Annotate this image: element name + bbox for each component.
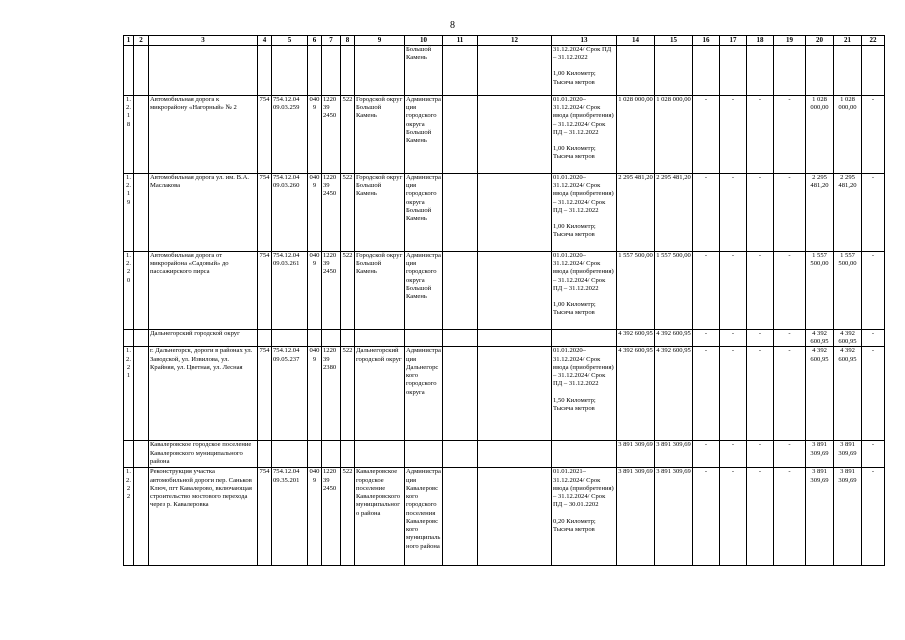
cell-col-14: 2 295 481,20 (617, 174, 655, 252)
cell-col-18: - (747, 252, 774, 330)
cell-col-7 (322, 46, 341, 96)
cell-col-17: - (720, 441, 747, 468)
header-row (124, 36, 885, 46)
cell-col-22: - (862, 441, 885, 468)
cell-col-17: - (720, 468, 747, 566)
cell-col-9: Городской округ Большой Камень (355, 174, 405, 252)
cell-col-15: 4 392 600,95 (655, 347, 693, 441)
cell-col-19: - (774, 96, 806, 174)
header-cell: 7 (322, 36, 341, 46)
header-cell: 10 (405, 36, 443, 46)
cell-col-15: 3 891 309,69 (655, 441, 693, 468)
cell-col-15 (655, 46, 693, 96)
cell-col-6: 0409 (308, 468, 322, 566)
cell-col-2 (134, 330, 149, 347)
cell-col-20 (806, 46, 834, 96)
cell-col-21: 4 392 600,95 (834, 347, 862, 441)
period-text: 01.01.2020–31.12.2024/ Срок ввода (приобретения) – 31.12.2024/ Срок ПД – 31.12.2022 (553, 347, 614, 388)
cell-col-7: 122039 2450 (322, 96, 341, 174)
cell-col-9 (355, 441, 405, 468)
cell-col-19: - (774, 347, 806, 441)
cell-col-6: 0409 (308, 252, 322, 330)
cell-col-9: Городской округ Большой Камень (355, 252, 405, 330)
cell-col-3: Реконструкция участка автомобильной дороги пер. Саньков Ключ, пгт Кавалерово, включающая строительство мостового перехода через р. Кавалеровка (149, 468, 258, 566)
cell-col-20: 3 891 309,69 (806, 468, 834, 566)
cell-col-21 (834, 46, 862, 96)
cell-col-16: - (693, 441, 720, 468)
cell-col-11 (443, 174, 478, 252)
cell-col-5: 754.12.04 09.03.261 (272, 252, 308, 330)
cell-col-2 (134, 96, 149, 174)
cell-col-11 (443, 96, 478, 174)
header-cell: 3 (149, 36, 258, 46)
cell-col-8 (341, 441, 355, 468)
cell-col-1 (124, 46, 134, 96)
cell-col-5: 754.12.04 09.03.259 (272, 96, 308, 174)
header-cell: 5 (272, 36, 308, 46)
header-cell: 6 (308, 36, 322, 46)
cell-col-2 (134, 174, 149, 252)
cell-col-12 (478, 174, 552, 252)
header-cell: 15 (655, 36, 693, 46)
cell-col-19: - (774, 468, 806, 566)
cell-col-1 (124, 441, 134, 468)
header-cell: 18 (747, 36, 774, 46)
header-cell: 13 (552, 36, 617, 46)
page-number: 8 (450, 20, 455, 31)
cell-col-20: 4 392 600,95 (806, 347, 834, 441)
cell-col-3 (149, 46, 258, 96)
cell-col-5: 754.12.04 09.03.260 (272, 174, 308, 252)
cell-col-7: 122039 2450 (322, 174, 341, 252)
header-cell: 20 (806, 36, 834, 46)
capacity-text: 1,00 Километр; Тысяча метров (553, 223, 596, 239)
cell-col-3: Автомобильная дорога к микрорайону «Нагорный» № 2 (149, 96, 258, 174)
cell-col-20: 3 891 309,69 (806, 441, 834, 468)
cell-col-8 (341, 46, 355, 96)
cell-col-15: 1 557 500,00 (655, 252, 693, 330)
header-cell: 21 (834, 36, 862, 46)
cell-col-19 (774, 46, 806, 96)
cell-col-1: 1.2.1 9 (124, 174, 134, 252)
cell-col-7 (322, 330, 341, 347)
cell-col-13 (552, 174, 617, 252)
cell-col-12 (478, 46, 552, 96)
cell-col-6 (308, 330, 322, 347)
cell-col-2 (134, 46, 149, 96)
cell-col-13 (552, 468, 617, 566)
cell-col-12 (478, 252, 552, 330)
cell-col-7: 122039 2380 (322, 347, 341, 441)
cell-col-17: - (720, 252, 747, 330)
period-text: 01.01.2020–31.12.2024/ Срок ввода (приобретения) – 31.12.2024/ Срок ПД – 31.12.2022 (553, 174, 614, 214)
cell-col-19: - (774, 174, 806, 252)
cell-col-20: 4 392 600,95 (806, 330, 834, 347)
cell-col-2 (134, 252, 149, 330)
table-row (124, 46, 885, 96)
cell-col-16: - (693, 174, 720, 252)
cell-col-15: 3 891 309,69 (655, 468, 693, 566)
capacity-text: 1,50 Километр; Тысяча метров (553, 396, 596, 412)
header-cell: 8 (341, 36, 355, 46)
cell-col-11 (443, 330, 478, 347)
capacity-text: 1,00 Километр; Тысяча метров (553, 145, 596, 161)
cell-col-19: - (774, 330, 806, 347)
cell-col-3: г. Дальнегорск, дороги в районах ул. Заводской, ул. Извилова, ул. Крайняя, ул. Цветная, ул. Лесная (149, 347, 258, 441)
period-text: 01.01.2020–31.12.2024/ Срок ввода (приобретения) – 31.12.2024/ Срок ПД – 31.12.2022 (553, 252, 614, 292)
cell-col-13 (552, 46, 617, 96)
cell-col-22 (862, 46, 885, 96)
header-cell: 19 (774, 36, 806, 46)
cell-col-11 (443, 46, 478, 96)
cell-col-4 (258, 441, 272, 468)
cell-col-22: - (862, 96, 885, 174)
header-cell: 1 (124, 36, 134, 46)
cell-col-21: 1 557 500,00 (834, 252, 862, 330)
cell-col-6: 0409 (308, 347, 322, 441)
table-row (124, 347, 885, 441)
period-text: 01.01.2020–31.12.2024/ Срок ввода (приобретения) – 31.12.2024/ Срок ПД – 31.12.2022 (553, 96, 614, 136)
cell-col-6 (308, 441, 322, 468)
cell-col-16: - (693, 252, 720, 330)
budget-table (123, 35, 885, 566)
cell-col-16: - (693, 330, 720, 347)
cell-col-16: - (693, 468, 720, 566)
cell-col-18 (747, 46, 774, 96)
cell-col-14: 3 891 309,69 (617, 468, 655, 566)
cell-col-10: Большой Камень (405, 46, 443, 96)
cell-col-10 (405, 441, 443, 468)
cell-col-4 (258, 46, 272, 96)
cell-col-12 (478, 347, 552, 441)
cell-col-12 (478, 96, 552, 174)
cell-col-21: 2 295 481,20 (834, 174, 862, 252)
cell-col-4: 754 (258, 347, 272, 441)
cell-col-20: 1 028 000,00 (806, 96, 834, 174)
cell-col-1: 1.2.1 8 (124, 96, 134, 174)
cell-col-19: - (774, 252, 806, 330)
header-cell: 4 (258, 36, 272, 46)
cell-col-5: 754.12.04 09.35.201 (272, 468, 308, 566)
cell-col-8 (341, 330, 355, 347)
cell-col-11 (443, 347, 478, 441)
cell-col-13 (552, 347, 617, 441)
cell-col-5 (272, 441, 308, 468)
cell-col-6: 0409 (308, 174, 322, 252)
cell-col-15: 4 392 600,95 (655, 330, 693, 347)
cell-col-1: 1.2.2 2 (124, 468, 134, 566)
cell-col-17: - (720, 96, 747, 174)
cell-col-15: 1 028 000,00 (655, 96, 693, 174)
cell-col-1: 1.2.2 1 (124, 347, 134, 441)
cell-col-3: Дальнегорский городской округ (149, 330, 258, 347)
cell-col-12 (478, 441, 552, 468)
cell-col-22: - (862, 330, 885, 347)
cell-col-18: - (747, 174, 774, 252)
cell-col-8: 522 (341, 347, 355, 441)
cell-col-14: 3 891 309,69 (617, 441, 655, 468)
cell-col-16: - (693, 347, 720, 441)
cell-col-14 (617, 46, 655, 96)
cell-col-18: - (747, 330, 774, 347)
cell-col-5: 754.12.04 09.05.237 (272, 347, 308, 441)
cell-col-22: - (862, 468, 885, 566)
table-row (124, 174, 885, 252)
cell-col-7: 122039 2450 (322, 468, 341, 566)
cell-col-21: 3 891 309,69 (834, 441, 862, 468)
cell-col-4: 754 (258, 174, 272, 252)
table-row (124, 252, 885, 330)
cell-col-17: - (720, 174, 747, 252)
cell-col-10: Администрация городского округа Большой Камень (405, 252, 443, 330)
cell-col-3: Автомобильная дорога ул. им. В.А. Маслакова (149, 174, 258, 252)
cell-col-8: 522 (341, 252, 355, 330)
cell-col-9 (355, 330, 405, 347)
cell-col-10: Администрация Дальнегорского городского округа (405, 347, 443, 441)
cell-col-4 (258, 330, 272, 347)
header-cell: 17 (720, 36, 747, 46)
cell-col-13 (552, 96, 617, 174)
cell-col-12 (478, 468, 552, 566)
cell-col-11 (443, 441, 478, 468)
cell-col-17: - (720, 330, 747, 347)
cell-col-18: - (747, 441, 774, 468)
capacity-text: 0,20 Километр; Тысяча метров (553, 517, 596, 533)
table-row (124, 468, 885, 566)
cell-col-10: Администрация городского округа Большой Камень (405, 174, 443, 252)
cell-col-18: - (747, 468, 774, 566)
cell-col-22: - (862, 252, 885, 330)
header-cell: 22 (862, 36, 885, 46)
cell-col-18: - (747, 96, 774, 174)
cell-col-2 (134, 347, 149, 441)
cell-col-11 (443, 252, 478, 330)
cell-col-1: 1.2.2 0 (124, 252, 134, 330)
period-text: 31.12.2024/ Срок ПД – 31.12.2022 (553, 46, 612, 62)
cell-col-21: 1 028 000,00 (834, 96, 862, 174)
header-cell: 14 (617, 36, 655, 46)
cell-col-10 (405, 330, 443, 347)
header-cell: 12 (478, 36, 552, 46)
cell-col-2 (134, 468, 149, 566)
cell-col-10: Администрация Кавалеровского городского поселения Кавалеровского муниципального района (405, 468, 443, 566)
cell-col-18: - (747, 347, 774, 441)
cell-col-16: - (693, 96, 720, 174)
cell-col-14: 4 392 600,95 (617, 330, 655, 347)
cell-col-3: Автомобильная дорога от микрорайона «Садовый» до пассажирского пирса (149, 252, 258, 330)
cell-col-5 (272, 46, 308, 96)
cell-col-4: 754 (258, 252, 272, 330)
cell-col-10: Администрация городского округа Большой Камень (405, 96, 443, 174)
cell-col-14: 1 028 000,00 (617, 96, 655, 174)
header-cell: 2 (134, 36, 149, 46)
capacity-text: 1,00 Километр; Тысяча метров (553, 70, 596, 86)
cell-col-5 (272, 330, 308, 347)
table-row (124, 96, 885, 174)
cell-col-12 (478, 330, 552, 347)
cell-col-13 (552, 330, 617, 347)
cell-col-7: 122039 2450 (322, 252, 341, 330)
cell-col-11 (443, 468, 478, 566)
cell-col-9: Дальнегорский городской округ (355, 347, 405, 441)
period-text: 01.01.2021–31.12.2024/ Срок ввода (приобретения) – 31.12.2024/ Срок ПД – 30.01.2202 (553, 468, 614, 509)
cell-col-2 (134, 441, 149, 468)
cell-col-9: Кавалеровское городское поселение Кавалеровского муниципального района (355, 468, 405, 566)
cell-col-22: - (862, 347, 885, 441)
cell-col-13 (552, 441, 617, 468)
cell-col-22: - (862, 174, 885, 252)
cell-col-17 (720, 46, 747, 96)
header-cell: 9 (355, 36, 405, 46)
cell-col-20: 1 557 500,00 (806, 252, 834, 330)
cell-col-8: 522 (341, 96, 355, 174)
header-cell: 11 (443, 36, 478, 46)
header-cell: 16 (693, 36, 720, 46)
cell-col-14: 4 392 600,95 (617, 347, 655, 441)
cell-col-9: Городской округ Большой Камень (355, 96, 405, 174)
cell-col-1 (124, 330, 134, 347)
cell-col-14: 1 557 500,00 (617, 252, 655, 330)
cell-col-6: 0409 (308, 96, 322, 174)
cell-col-8: 522 (341, 468, 355, 566)
capacity-text: 1,00 Километр; Тысяча метров (553, 301, 596, 317)
cell-col-19: - (774, 441, 806, 468)
cell-col-7 (322, 441, 341, 468)
group-row (124, 330, 885, 347)
cell-col-17: - (720, 347, 747, 441)
cell-col-4: 754 (258, 96, 272, 174)
cell-col-20: 2 295 481,20 (806, 174, 834, 252)
cell-col-8: 522 (341, 174, 355, 252)
cell-col-4: 754 (258, 468, 272, 566)
cell-col-13 (552, 252, 617, 330)
cell-col-16 (693, 46, 720, 96)
cell-col-6 (308, 46, 322, 96)
cell-col-3: Кавалеровское городское поселение Кавалеровского муниципального района (149, 441, 258, 468)
cell-col-21: 3 891 309,69 (834, 468, 862, 566)
cell-col-15: 2 295 481,20 (655, 174, 693, 252)
group-row (124, 441, 885, 468)
cell-col-9 (355, 46, 405, 96)
cell-col-21: 4 392 600,95 (834, 330, 862, 347)
